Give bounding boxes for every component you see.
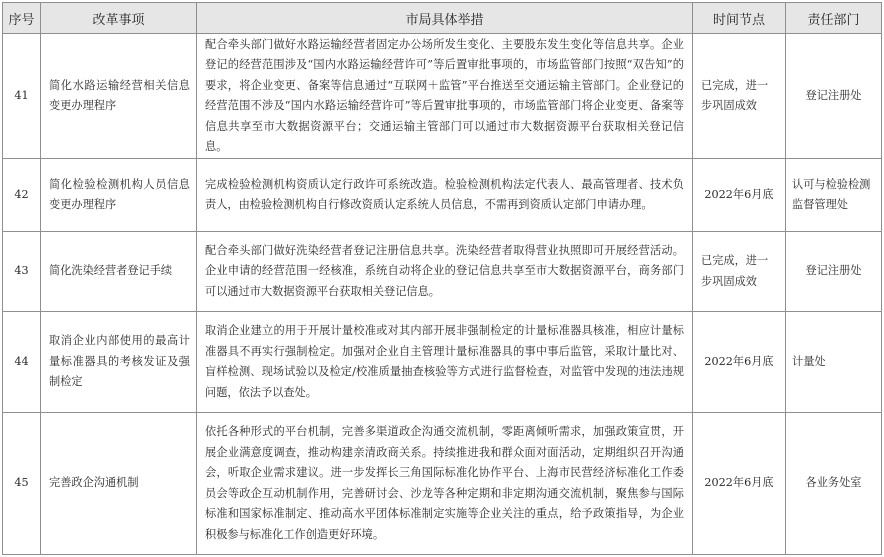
table-row — [3, 413, 882, 555]
row-measure: 依托各种形式的平台机制，完善多渠道政企沟通交流机制，零距离倾听需求，加强政策宣贯，开展企业满意度调查，推动构建亲清政商关系。持续推进我和群众面对面活动，定期组织召开沟通会，听取企业需求建议。进一步发挥长三角国际标准化协作平台、上海市民营经济标准化工作委员会等政企互动机制作用，完善研讨会、沙龙等各种定期和非定期沟通交流机制，聚焦参与国际标准和国家标准制定、推动高水平团体标准制定实施等企业关注的重点，给予政策指导，为企业积极参与标准化工作创造更好环境。 — [197, 413, 693, 555]
row-time-node: 已完成，进一步巩固成效 — [693, 34, 786, 159]
row-responsible-dept: 各业务处室 — [786, 413, 882, 555]
row-seq: 44 — [3, 312, 41, 413]
header-responsible-dept: 责任部门 — [786, 3, 882, 34]
reform-measures-table — [2, 2, 882, 555]
row-seq: 42 — [3, 159, 41, 232]
row-reform-item: 简化检验检测机构人员信息变更办理程序 — [41, 159, 197, 232]
table-row — [3, 312, 882, 413]
row-reform-item: 取消企业内部使用的最高计量标准器具的考核发证及强制检定 — [41, 312, 197, 413]
row-time-node: 2022年6月底 — [693, 413, 786, 555]
row-seq: 45 — [3, 413, 41, 555]
row-measure: 取消企业建立的用于开展计量校准或对其内部开展非强制检定的计量标准器具核准，相应计量标准器具不再实行强制检定。加强对企业自主管理计量标准器具的事中事后监管，采取计量比对、盲样检测、现场试验以及检定/校准质量抽查核验等方式进行监督检查，对监管中发现的违法违规问题，依法予以查处。 — [197, 312, 693, 413]
header-time-node: 时间节点 — [693, 3, 786, 34]
row-measure: 完成检验检测机构资质认定行政许可系统改造。检验检测机构法定代表人、最高管理者、技术负责人，由检验检测机构自行修改资质认定系统人员信息，不需再到资质认定部门申请办理。 — [197, 159, 693, 232]
row-responsible-dept: 计量处 — [786, 312, 882, 413]
row-responsible-dept: 登记注册处 — [786, 34, 882, 159]
row-time-node: 2022年6月底 — [693, 159, 786, 232]
table-row — [3, 34, 882, 159]
table-body — [3, 34, 882, 555]
header-seq: 序号 — [3, 3, 41, 34]
row-seq: 41 — [3, 34, 41, 159]
header-reform-item: 改革事项 — [41, 3, 197, 34]
row-measure: 配合牵头部门做好水路运输经营者固定办公场所发生变化、主要股东发生变化等信息共享。企业登记的经营范围涉及“国内水路运输经营许可”等后置审批事项的，市场监管部门按照“双告知”的要求，将企业变更、备案等信息通过“互联网＋监管”平台推送至交通运输主管部门。企业登记的经营范围不涉及“国内水路运输经营许可”等后置审批事项的，市场监管部门将企业变更、备案等信息共享至市大数据资源平台；交通运输主管部门可以通过市大数据资源平台获取相关登记信息。 — [197, 34, 693, 159]
row-measure: 配合牵头部门做好洗染经营者登记注册信息共享。洗染经营者取得营业执照即可开展经营活动。企业申请的经营范围一经核准，系统自动将企业的登记信息共享至市大数据资源平台，商务部门可以通过市大数据资源平台获取相关登记信息。 — [197, 232, 693, 312]
row-time-node: 已完成，进一步巩固成效 — [693, 232, 786, 312]
table-header — [3, 3, 882, 34]
table-row — [3, 159, 882, 232]
table-row — [3, 232, 882, 312]
row-reform-item: 完善政企沟通机制 — [41, 413, 197, 555]
header-measures: 市局具体举措 — [197, 3, 693, 34]
row-reform-item: 简化洗染经营者登记手续 — [41, 232, 197, 312]
row-responsible-dept: 认可与检验检测监督管理处 — [786, 159, 882, 232]
row-responsible-dept: 登记注册处 — [786, 232, 882, 312]
row-reform-item: 简化水路运输经营相关信息变更办理程序 — [41, 34, 197, 159]
header-row — [3, 3, 882, 34]
row-seq: 43 — [3, 232, 41, 312]
row-time-node: 2022年6月底 — [693, 312, 786, 413]
